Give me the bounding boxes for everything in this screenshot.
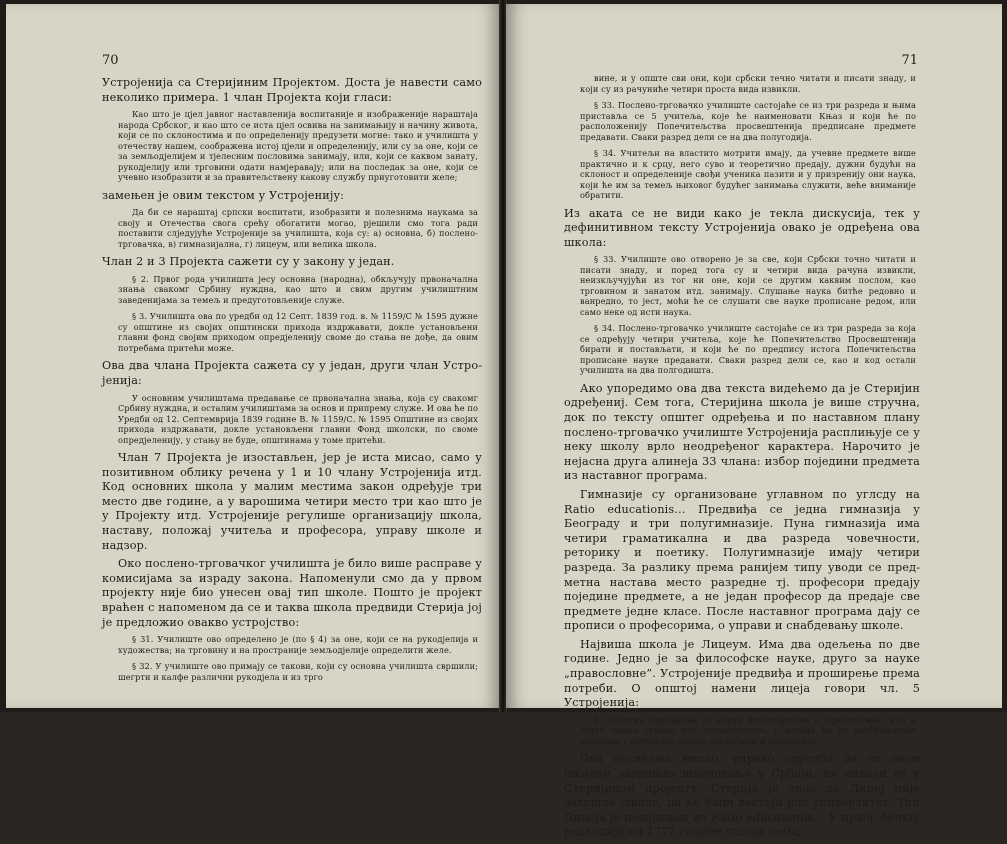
body-paragraph: Ако упоредимо ова два текста видећемо да је Стеријин одређениј. Сем тога, Стеријина школа је више стручна, док по тексту општег одређења и по наставном плану послено-трговачко училиште Устројенија расплињује се у неку школу врло неодређеног карактера. Нарочито је нејасна друга алинеја 33 члана: избор поједини предмета из наставног програма. [564, 381, 920, 483]
page-number-right: 71 [901, 53, 918, 68]
body-paragraph: Ова два члана Пројекта сажета су у један, други члан Устројенија: [102, 359, 482, 387]
quoted-article-paragraph: § 2. Првог рода училишта јесу основна (народна), обкључују првоначална знања свакомг Србину нуждна, као што и свим другим училиштним заведенијама за темељ и предуготовљеније служе. [118, 273, 478, 305]
quoted-article-paragraph: § 32. У училиште ово примају се такови, који су основна училишта свршили; шегрти и калфе различни рукодјела и из трго [118, 661, 478, 682]
body-paragraph: Највиша школа је Лицеум. Има два одељења по две године. Једно је за философске науке, друго за науке „правословне”. Устројеније предвиђа и проширење према потреби. О општој намени лицеја говори чл. 5 Устројенија: [564, 637, 920, 710]
left-page-text [102, 76, 482, 688]
body-paragraph: Устројенија са Стеријиним Пројектом. Доста је навести само неколико примера. 1 члан Пројекта који гласи: [102, 76, 482, 104]
body-paragraph: Гимназије су организоване углавном по углсду на Ratio educationis… Предвиђа се једна гимназија у Београду и три полугимназије. Пуна гимназија има четири граматикална и два разреда човечности, реторику и поетику. Полугимназије имају четири разреда. За разлику према ранијем типу уводи се предметна настава место разредне тј. професори предају поједине предмете, а не један професор да предаје све предмете једне класе. После наставног програма дају се прописи о професорима, о управи и снабдевању школе. [564, 487, 920, 633]
quoted-article-paragraph: § 3. Училишта ова по уредби од 12 Септ. 1839 год. в. № 1159/С № 1595 дужне су општине из својих општински прихода издржавати, докле установљени главни фонд својим приходом опредјеленију своме до стања не дође, да овим потребама притећи може. [118, 311, 478, 353]
body-paragraph: Члан 7 Пројекта је изостављен, јер је иста мисао, само у позитивном облику речена у 1 и 10 члану Устројенија итд. Код основних школа у малим местима закон одређује три место две године, а у варошима четири место три као што је у Пројекту итд. Устројеније регулише организацију школа, наставу, положај учитеља и професора, управу школе и надзор. [102, 451, 482, 552]
quoted-article-paragraph: § 33. Послено-трговачко училиште састојаће се из три разреда и њима приставља се 5 учитеља, које ће наименовати Књаз и који ће по расположенију Попечитељства просвештенија предписане предмете предавати. Сваки разред дели се на два полугодија. [580, 100, 916, 142]
body-paragraph: Око послено-трговачког училишта је било више расправе у комисијама за израду закона. Напоменули смо да у првом пројекту није био унесен овај тип школе. Пошто је пројект враћен с напоменом да се и таква школа предвиди Стерија јој је предложио овакво устројство: [102, 557, 482, 629]
left-page [6, 4, 500, 708]
quoted-article-paragraph: § 34. Учитељи на властито мотрити имају, да учевне предмете више практично и к срцу, него суво и теоретично предају, дужни будући на склоност и определеније свођи ученика пазити и у призренију они наука, који ће им за темељ њиховог будућег занимања служити, веће вниманије обратити. [580, 148, 916, 200]
quoted-article-paragraph: § 33. Училиште ово отворено је за све, који Србски точно читати и писати знаду, и поред тога су и четири вида рачуна извикли, неизкључујући из тог ни оне, који се другим каквим послом, као трговином и занатом итд. занимају. Слушање наука битће редовно и ванредно, то јест, моћи ће се слушати све науке прописане редом, или само неке од исти наука. [580, 254, 916, 317]
quoted-article-paragraph: § 34. Послено-трговачко училиште састојаће се из три разреда за која се одређују четири учитеља, које ће Попечитељство Просвештенија бирати и постављати, и који ће по предпису истога Попечитељства прописане науке предавати. Сваки разред дели се, као и код остали училишта на два полгодишта. [580, 323, 916, 376]
quoted-article-paragraph: У основним училиштама предавање се првоначална знања, која су свакомг Србину нуждна, и осталим училиштама за основ и припрему служе. И ова ће по Уредби од 12. Септемврија 1839 године В. № 1159/С. № 1595 Општине из својих прихода издржавати, докле установљени главни Фонд школски, по своме опредјеленију, у стању не буде, општинама у томе притећи. [118, 392, 478, 445]
quoted-article-paragraph: § 31. Училиште ово определено је (по § 4) за оне, који се на рукодјелија и художества; на трговину и на пространије земљодјелије определити желе. [118, 634, 478, 655]
body-paragraph: Из аката се не види како је текла дискусија, тек у дефинитивном тексту Устројенија овако је одређена ова школа: [564, 206, 920, 249]
quoted-article-paragraph: Да би се нараштај српски воспитати, изобразити и полезнима наукама за своју и Отечества свога срећу обогатити могао, рјешили смо тога ради поставити слједујуће Устројеније за училишта, која су: а) основна, б) послено-трговачка, в) гимназијална, г) лицеум, или велика школа. [118, 207, 478, 249]
body-paragraph: Ова последња мисао, управо одредба да се овом школом завршава школовање у Србији, не налази се у Стеријином пројекту. Стерија је знао да Лицеј није завршна школа, да ће ђаци вестоји још универзитет. Тип Лицеја је позајмљен из Ratio educationis… У првој, бечкој редакцији од 1777 године лицеја нема; [564, 752, 920, 839]
right-page-text [564, 70, 920, 844]
body-paragraph: Члан 2 и 3 Пројекта сажети су у закону у један. [102, 255, 395, 269]
quoted-article-paragraph: У Лицеуму предавање се науке философијске и Правословне, као и друге овима сродне или спомагателне, с којима ће се изображеније младежи у отечеству нашем закључити и саврширти. [580, 714, 916, 746]
quoted-article-paragraph: вине, и у опште сви они, који србски течно читати и писати знаду, и који су из рачуниће четири проста вида извикли. [580, 73, 916, 94]
right-page [506, 4, 1002, 839]
body-paragraph: замењен је овим текстом у Устројенију: [102, 188, 345, 202]
quoted-article-paragraph: Као што је цјел јавног наставленија воспитаније и изображеније нараштаја народа Србског, и као што се иста цјел освива на занимањију и начину живота, који се по склоностима и по определенију предузети могне: тако и училишта у отечеству нашем, соображена истој цјели и определенију, или су за оне, који се за земљодјелијем и тјелесним пословима занимају, или, који се каквом занату, рукодјелију или трговини одати намјеравају; или на последак за оне, који се учевно изобразити и за правитељствену какову службу приуготовити желе; [118, 109, 478, 183]
page-number-left: 70 [102, 53, 119, 68]
